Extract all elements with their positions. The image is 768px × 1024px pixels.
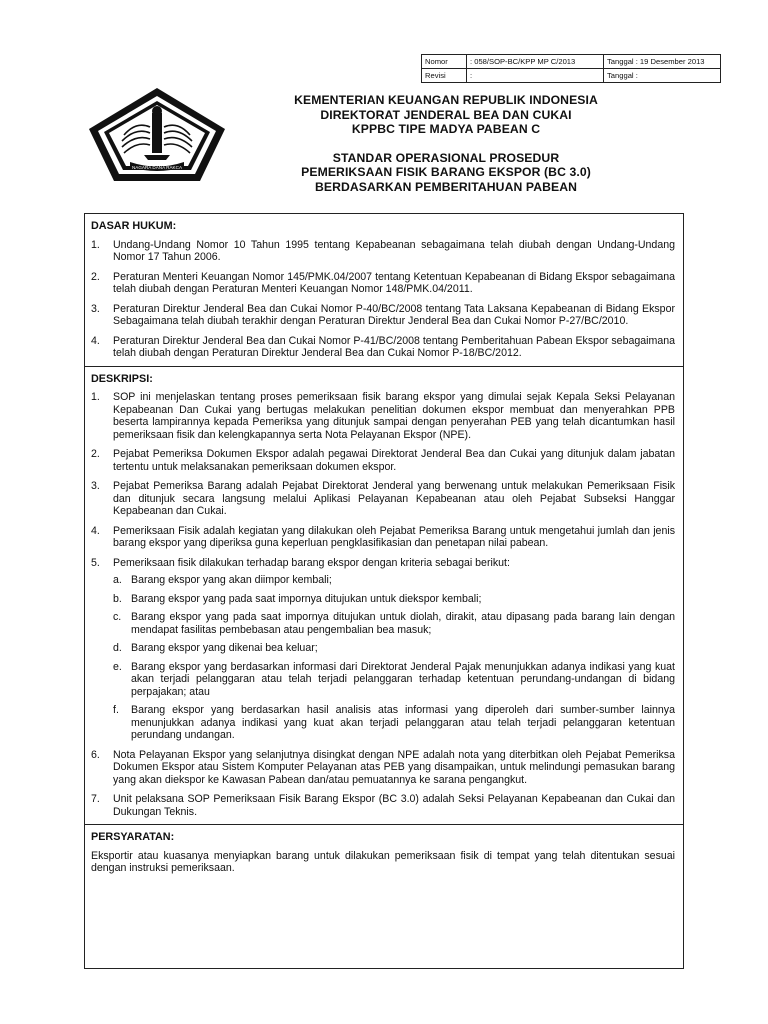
sub-list-item: e. Barang ekspor yang berdasarkan informasi dari Direktorat Jenderal Pajak menunjukkan adanya indikasi yang kuat akan terjadi pelanggaran atau telah terjadi pelanggaran terhadap ketentuan perundang-undangan di bidang perpajakan; atau: [113, 660, 675, 698]
section-dasar-hukum: [85, 214, 683, 366]
header-sop-basis: BERDASARKAN PEMBERITAHUAN PABEAN: [314, 179, 578, 194]
list-item: 4. Pemeriksaan Fisik adalah kegiatan yang dilakukan oleh Pejabat Pemeriksa Barang untuk mengetahui jumlah dan jenis barang ekspor yang diperiksa guna keperluan pengklasifikasian dan penetapan nilai pabean.: [91, 524, 675, 549]
list-item: 3. Pejabat Pemeriksa Barang adalah Pejabat Direktorat Jenderal yang berwenang untuk melakukan Pemeriksaan Fisik dan ditunjuk secara langsung melalui Aplikasi Pelayanan Kepabeanan atau oleh Pejabat Subseksi Hanggar Kepabeanan dan Cukai.: [91, 480, 675, 517]
revisi-value: :: [467, 69, 604, 83]
persyaratan-text: Eksportir atau kuasanya menyiapkan barang untuk dilakukan pemeriksaan fisik di tempat yang telah ditentukan sesuai dengan instruksi pemeriksaan.: [91, 849, 675, 874]
list-item: 2. Pejabat Pemeriksa Dokumen Ekspor adalah pegawai Direktorat Jenderal Bea dan Cukai yang ditunjuk dalam jabatan tertentu untuk melaksanakan pemeriksaan dokumen ekspor.: [91, 448, 675, 473]
sub-list-item: a. Barang ekspor yang akan diimpor kembali;: [113, 574, 332, 586]
header-office: KPPBC TIPE MADYA PABEAN C: [351, 122, 541, 136]
tanggal-value: Tanggal : 19 Desember 2013: [604, 55, 721, 69]
list-item: 4. Peraturan Direktur Jenderal Bea dan Cukai Nomor P-41/BC/2008 tentang Pemberitahuan Pabean Ekspor sebagaimana telah diubah dengan Peraturan Direktur Jenderal Bea dan Cukai Nomor P-18/BC/2012.: [91, 334, 675, 359]
list-item: 7. Unit pelaksana SOP Pemeriksaan Fisik Barang Ekspor (BC 3.0) adalah Seksi Pelayanan Kepabeanan dan Cukai dan Dukungan Teknis.: [91, 793, 675, 818]
list-item: 1. Undang-Undang Nomor 10 Tahun 1995 tentang Kepabeanan sebagaimana telah diubah dengan Undang-Undang Nomor 17 Tahun 2006.: [91, 238, 675, 263]
sop-content-box: [84, 213, 684, 969]
logo-motto: NAGARA DANA RAKCA: [131, 165, 183, 170]
section-title: DASAR HUKUM:: [91, 220, 177, 232]
document-meta-table: [421, 54, 721, 83]
nomor-label: Nomor: [422, 55, 467, 69]
sub-list-item: c. Barang ekspor yang pada saat impornya ditujukan untuk diolah, dirakit, atau dipasang pada barang lain dengan mendapat fasilitas pembebasan atau pengembalian bea masuk;: [113, 611, 675, 636]
list-item: 1. SOP ini menjelaskan tentang proses pemeriksaan fisik barang ekspor yang dimulai sejak Kepala Seksi Pelayanan Kepabeanan Dan Cukai yang bertugas melakukan penelitian dokumen ekspor membuat dan menyerahkan PPB beserta lampirannya kepada Pemeriksa yang ditunjuk sampai dengan penyerahan PEB yang telah dicantumkan hasil pemeriksaan fisik dan kelengkapannya serta Nota Pelayanan Ekspor (NPE).: [91, 391, 675, 441]
list-item: 6. Nota Pelayanan Ekspor yang selanjutnya disingkat dengan NPE adalah nota yang diterbitkan oleh Pejabat Pemeriksa Dokumen Ekspor atau Sistem Komputer Pelayanan atas PEB yang disampaikan, untuk melindungi pemasukan barang yang akan diekspor ke Kawasan Pabean dan/atau pemuatannya ke sarana pengangkut.: [91, 748, 675, 786]
section-title: DESKRIPSI:: [91, 372, 153, 385]
sub-list-item: f. Barang ekspor yang berdasarkan hasil analisis atas informasi yang diperoleh dari sumber-sumber lainnya menunjukkan adanya indikasi yang kuat akan terjadi pelanggaran atau telah terjadi pelanggaran ketentuan perundang undangan.: [113, 704, 675, 741]
revisi-label: Revisi: [422, 69, 467, 83]
list-item: 5. Pemeriksaan fisik dilakukan terhadap barang ekspor dengan kriteria sebagai berikut: a. Barang ekspor yang akan diimpor kembali; b. Barang ekspor yang pada saat impornya ditujukan untuk diekspor kembali; c. Barang ekspor yang pada saat impornya ditujukan untuk diolah, dirakit, atau dipasang pada barang lain dengan mendapat fasilitas pembebasan atau pengembalian bea masuk; d. Barang ekspor yang dikenai bea keluar; e. Barang ekspor yang berdasarkan informasi dari Direktorat Jenderal Pajak menunjukkan adanya indikasi yang kuat akan terjadi pelanggaran atau telah terjadi pelanggaran terhadap ketentuan perundang-undangan di bidang perpajakan; atau f. Barang ekspor yang berdasarkan hasil analisis atas informasi yang diperoleh dari sumber-sumber lainnya menunjukkan adanya indikasi yang kuat akan terjadi pelanggaran atau telah terjadi pelanggaran ketentuan perundang undangan.: [91, 556, 675, 741]
list-item: 2. Peraturan Menteri Keuangan Nomor 145/PMK.04/2007 tentang Ketentuan Kepabeanan di Bidang Ekspor sebagaimana telah diubah dengan Peraturan Menteri Keuangan Nomor 148/PMK.04/2011.: [91, 270, 675, 295]
sub-list-item: d. Barang ekspor yang dikenai bea keluar;: [113, 642, 318, 654]
section-persyaratan: [85, 824, 683, 883]
header-sop-subject: PEMERIKSAAN FISIK BARANG EKSPOR (BC 3.0): [301, 165, 591, 179]
kementerian-keuangan-logo: [84, 85, 230, 185]
logo-emblem-icon: [84, 85, 230, 185]
header-directorate: DIREKTORAT JENDERAL BEA DAN CUKAI: [320, 107, 572, 122]
section-title: PERSYARATAN:: [91, 831, 175, 843]
sub-list-item: b. Barang ekspor yang pada saat impornya ditujukan untuk diekspor kembali;: [113, 592, 482, 605]
list-item: 3. Peraturan Direktur Jenderal Bea dan Cukai Nomor P-40/BC/2008 tentang Tata Laksana Kepabeanan di Bidang Ekspor Sebagaimana telah diubah terakhir dengan Peraturan Direktur Jenderal Bea dan Cukai Nomor P-27/BC/2010.: [91, 302, 675, 327]
header-ministry: KEMENTERIAN KEUANGAN REPUBLIK INDONESIA: [294, 93, 598, 107]
nomor-value: : 058/SOP-BC/KPP MP C/2013: [467, 55, 604, 69]
document-header: [240, 93, 652, 194]
tanggal2-value: Tanggal :: [604, 69, 721, 83]
header-sop-title: STANDAR OPERASIONAL PROSEDUR: [332, 150, 560, 165]
section-deskripsi: [85, 366, 683, 825]
